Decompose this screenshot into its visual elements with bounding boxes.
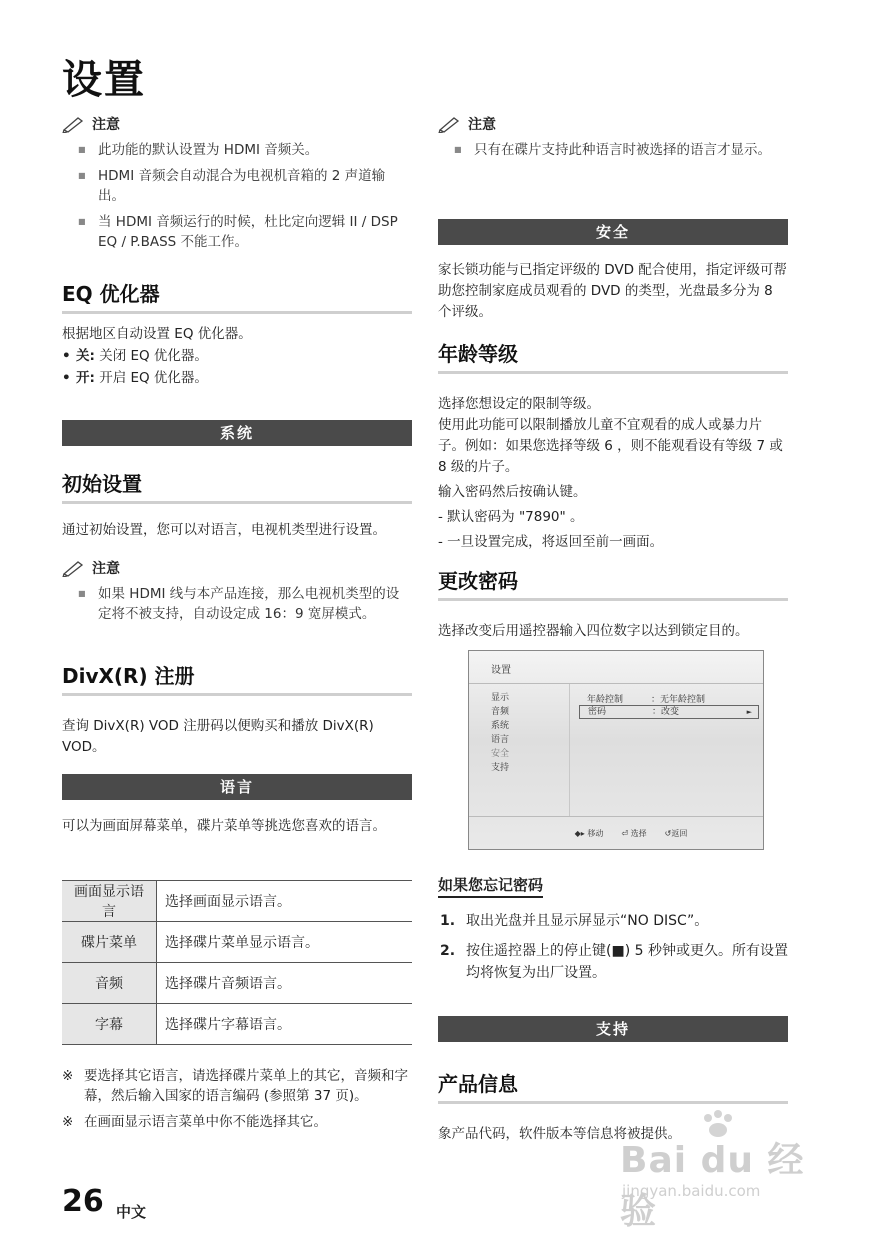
note-title: 注意 (92, 117, 120, 133)
reference-notes (62, 1066, 412, 1138)
screen-row-label: 密码 (588, 707, 607, 717)
table-row (62, 922, 412, 963)
note-title: 注意 (92, 561, 120, 577)
settings-screen-illustration (468, 650, 764, 850)
table-cell-key: 画面显示语言 (62, 881, 157, 922)
eq-section (62, 278, 412, 389)
table-cell-key: 字幕 (62, 1004, 157, 1045)
table-row (62, 1004, 412, 1045)
enter-icon: ⏎ (621, 828, 629, 838)
watermark-url: jingyan.baidu.com (622, 1182, 761, 1200)
age-section (438, 338, 788, 553)
screen-menu-item: 音频 (491, 707, 510, 717)
screen-title: 设置 (491, 665, 511, 676)
age-line: - 默认密码为 "7890" 。 (438, 509, 584, 525)
section-bar-security: 安全 (438, 219, 788, 245)
security-text: 家长锁功能与已指定评级的 DVD 配合使用，指定评级可帮助您控制家庭成员观看的 DVD 的类型，光盘最多分为 8 个评级。 (438, 262, 787, 320)
table-cell-key: 音频 (62, 963, 157, 1004)
list-item: ■ 只有在碟片支持此种语言时被选择的语言才显示。 (438, 140, 788, 160)
note-list (62, 140, 412, 252)
divx-section (62, 660, 412, 758)
screen-menu-item: 支持 (491, 763, 510, 773)
list-item: ※ 要选择其它语言，请选择碟片菜单上的其它，音频和字幕，然后输入国家的语言编码 (参照第 37 页)。 (62, 1066, 412, 1106)
list-item: ■ HDMI 音频会自动混合为电视机音箱的 2 声道输出。 (62, 166, 412, 206)
page-title: 设置 (62, 57, 146, 103)
list-item: ■ 此功能的默认设置为 HDMI 音频关。 (62, 140, 412, 160)
section-bar-language: 语言 (62, 774, 412, 800)
change-password-text: 选择改变后用遥控器输入四位数字以达到锁定目的。 (438, 623, 749, 639)
screen-hint-bar: ◆▸ 移动 ⏎ 选择 ↺返回 (469, 816, 763, 849)
note-list (438, 140, 788, 160)
section-heading: DivX(R) 注册 (62, 660, 412, 696)
section-heading: EQ 优化器 (62, 278, 412, 314)
section-heading: 产品信息 (438, 1068, 788, 1104)
screen-menu (491, 691, 509, 775)
pencil-note-icon (62, 559, 86, 577)
screen-row (587, 692, 737, 705)
screen-menu-item: 安全 (491, 749, 510, 759)
age-line: - 一旦设置完成，将返回至前一画面。 (438, 534, 664, 550)
list-item: ■ 当 HDMI 音频运行的时候，杜比定向逻辑 II / DSP EQ / P.BASS 不能工作。 (62, 212, 412, 252)
return-icon: ↺ (664, 828, 672, 838)
table-cell-value: 选择碟片字幕语言。 (157, 1004, 413, 1045)
section-bar-support: 支持 (438, 1016, 788, 1042)
screen-row-label: 年龄控制 (587, 695, 624, 705)
page-number: 26 (62, 1184, 104, 1219)
initial-section (62, 468, 412, 541)
screen-row-selected (579, 705, 759, 719)
arrow-right-icon: ► (746, 708, 752, 716)
list-item: • 关: 关闭 EQ 优化器。 (62, 345, 412, 367)
age-line: 选择您想设定的限制等级。 (438, 396, 600, 412)
change-password-section (438, 565, 788, 642)
screen-row-value: ：改变 (652, 707, 680, 717)
section-heading: 如果您忘记密码 (438, 874, 543, 898)
section-heading: 年龄等级 (438, 338, 788, 374)
note-block-2 (62, 558, 412, 630)
steps-list (438, 910, 788, 984)
forgot-password-section (438, 874, 788, 992)
table-cell-value: 选择碟片菜单显示语言。 (157, 922, 413, 963)
screen-menu-item: 语言 (491, 735, 510, 745)
language-intro: 可以为画面屏幕菜单，碟片菜单等挑选您喜欢的语言。 (62, 818, 386, 834)
table-cell-value: 选择碟片音频语言。 (157, 963, 413, 1004)
note-block-3 (438, 114, 788, 166)
list-item: 2. 按住遥控器上的停止键(■) 5 秒钟或更久。所有设置均将恢复为出厂设置。 (440, 943, 788, 981)
table-cell-value: 选择画面显示语言。 (157, 881, 413, 922)
pencil-note-icon (438, 115, 462, 133)
note-block-1 (62, 114, 412, 258)
table-row (62, 881, 412, 922)
list-item: 1. 取出光盘并且显示屏显示“NO DISC”。 (440, 913, 709, 929)
initial-text: 通过初始设置，您可以对语言，电视机类型进行设置。 (62, 522, 386, 538)
eq-intro: 根据地区自动设置 EQ 优化器。 (62, 326, 252, 342)
divx-text: 查询 DivX(R) VOD 注册码以便购买和播放 DivX(R) VOD。 (62, 718, 374, 755)
section-bar-system: 系统 (62, 420, 412, 446)
note-title: 注意 (468, 117, 496, 133)
list-item: ■ 如果 HDMI 线与本产品连接，那么电视机类型的设定将不被支持，自动设定成 16：9 宽屏模式。 (62, 584, 412, 624)
section-heading: 更改密码 (438, 565, 788, 601)
list-item: • 开: 开启 EQ 优化器。 (62, 367, 412, 389)
table-cell-key: 碟片菜单 (62, 922, 157, 963)
language-table (62, 880, 412, 1045)
list-item: ※ 在画面显示语言菜单中你不能选择其它。 (62, 1112, 412, 1132)
age-line: 使用此功能可以限制播放儿童不宜观看的成人或暴力片子。例如：如果您选择等级 6 ，则不能观看设有等级 7 或 8 级的片子。 (438, 417, 783, 475)
table-row (62, 963, 412, 1004)
footer-language: 中文 (116, 1203, 147, 1221)
screen-row-value: ：无年龄控制 (651, 695, 706, 705)
watermark-brand: Bai du 经验 (620, 1140, 805, 1232)
screen-menu-item: 系统 (491, 721, 510, 731)
move-arrows-icon: ◆▸ (574, 828, 585, 838)
pencil-note-icon (62, 115, 86, 133)
age-line: 输入密码然后按确认键。 (438, 484, 587, 500)
baidu-watermark (620, 1110, 830, 1232)
screen-menu-item: 显示 (491, 693, 510, 703)
note-list (62, 584, 412, 624)
section-heading: 初始设置 (62, 468, 412, 504)
product-info-text: 象产品代码，软件版本等信息将被提供。 (438, 1126, 681, 1142)
eq-options (62, 345, 412, 389)
